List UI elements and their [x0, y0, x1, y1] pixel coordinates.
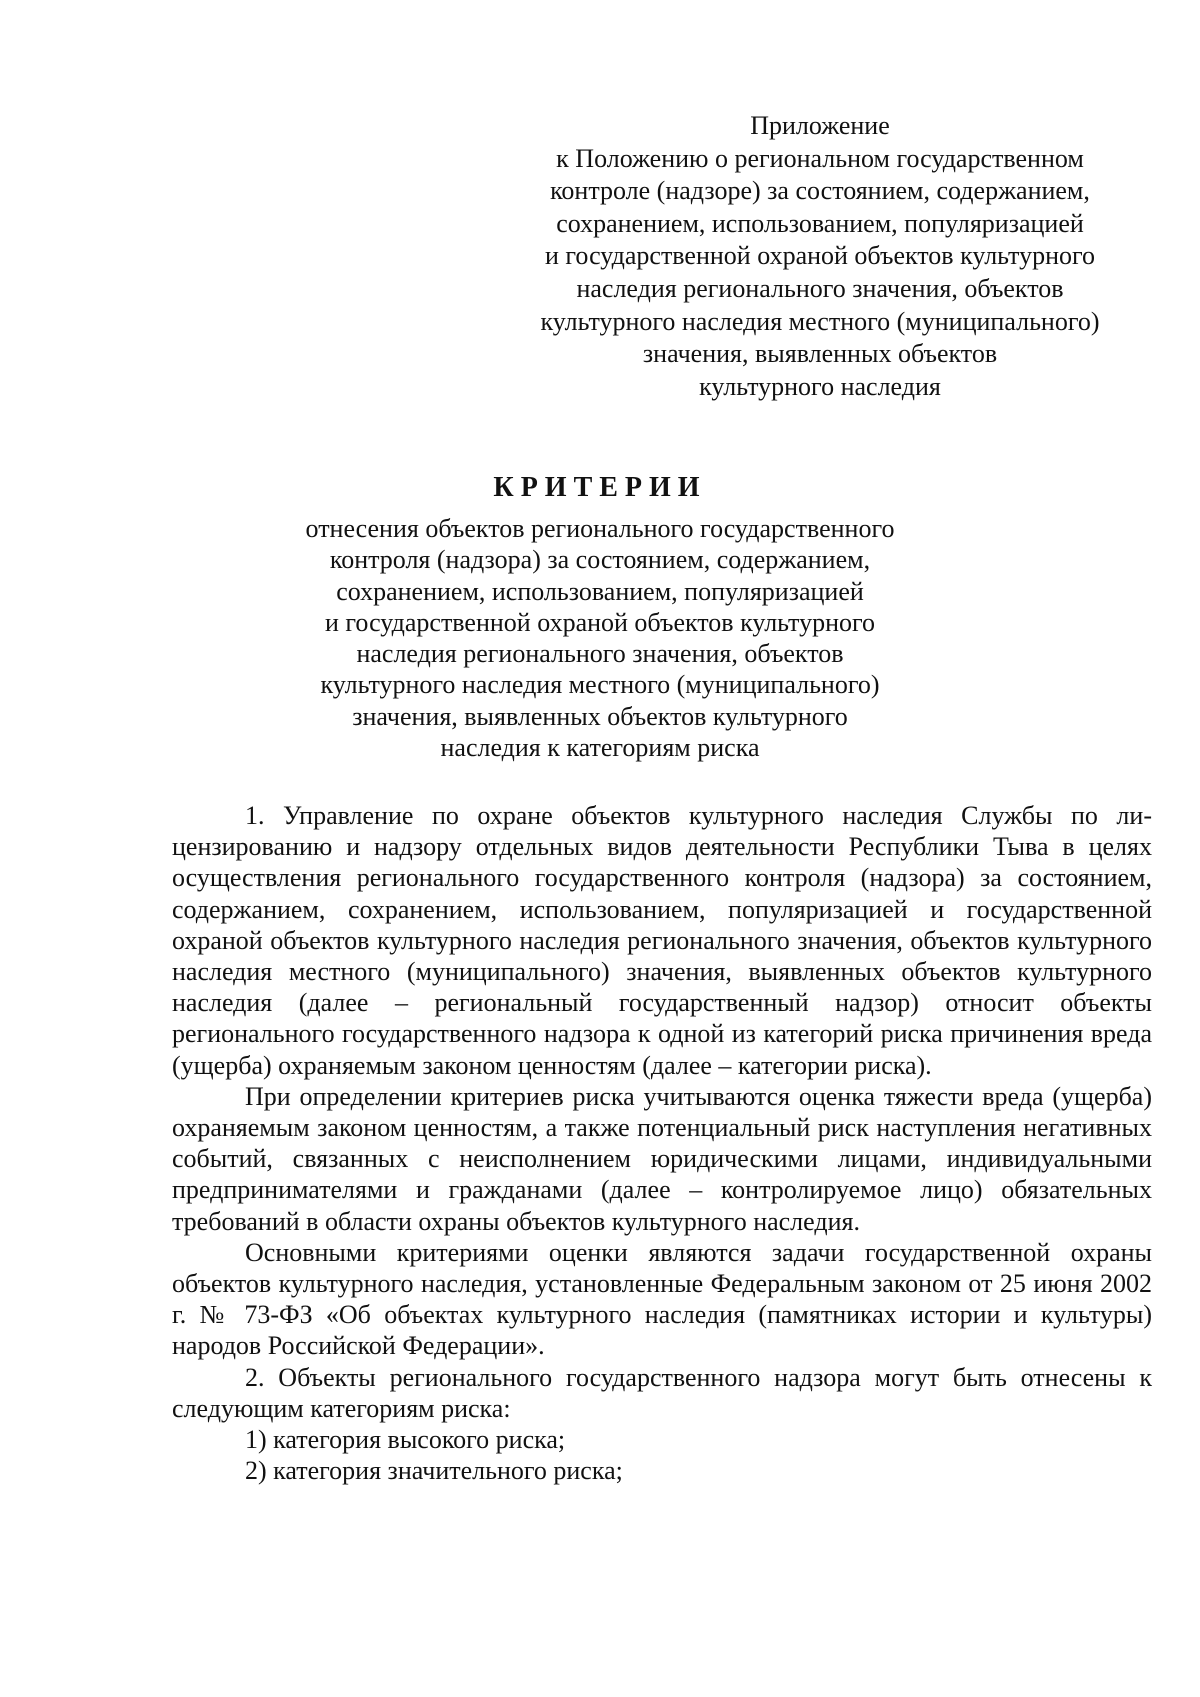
appendix-line: сохранением, использованием, популяризацией — [556, 208, 1084, 238]
appendix-line: значения, выявленных объектов — [642, 339, 998, 369]
appendix-line: к Положению о региональном государственном — [556, 143, 1084, 173]
subtitle-line: наследия регионального значения, объектов — [356, 639, 844, 669]
risk-category-item: 1) категория высокого риска; — [245, 1425, 566, 1455]
document-body — [172, 800, 1152, 1486]
body-paragraph: При определении критериев риска учитываются оценка тяжести вреда (ущерба) охраняемым законом ценностям, а также потенциальный риск наступления негативных событий, связанных с неисполнением юридическими лицами, индивидуальными предпринимателями и гражданами (далее – контролируемое лицо) обязательных требований в области охраны объектов культурного наследия. — [172, 1081, 1152, 1236]
subtitle-line: значения, выявленных объектов культурного — [352, 701, 848, 731]
subtitle-line: наследия к категориям риска — [440, 733, 760, 763]
appendix-line: культурного наследия — [699, 371, 941, 401]
subtitle-line: культурного наследия местного (муниципального) — [320, 670, 880, 700]
subtitle-line: отнесения объектов регионального государственного — [305, 514, 895, 543]
criteria-heading — [300, 471, 900, 763]
risk-category-item: 2) категория значительного риска; — [245, 1456, 623, 1486]
subtitle-line: и государственной охраной объектов культурного — [325, 607, 875, 637]
body-paragraph: 1. Управление по охране объектов культурного наследия Службы по лицензированию и надзору отдельных видов деятельности Республики Тыва в целях осуществления регионального государственного контроля (надзора) за состоянием, содержанием, сохранением, использованием, популяризацией и государственной охраной объектов культурного наследия регионального значения, объектов культурного наследия местного (муниципального) значения, выявленных объектов культурного наследия (далее – региональный государственный надзор) относит объекты регионального государственного надзора к одной из категорий риска причинения вреда (ущерба) охраняемым законом ценностям (далее – категории риска). — [172, 801, 1152, 1080]
body-paragraph: 2. Объекты регионального государственного надзора могут быть отнесены к следующим категориям риска: — [172, 1362, 1152, 1423]
appendix-line: контроле (надзоре) за состоянием, содержанием, — [550, 176, 1090, 206]
subtitle-line: контроля (надзора) за состоянием, содержанием, — [329, 545, 871, 575]
appendix-line: культурного наследия местного (муниципального) — [540, 306, 1100, 336]
appendix-line: наследия регионального значения, объектов — [576, 273, 1064, 303]
appendix-line: и государственной охраной объектов культурного — [545, 241, 1095, 271]
body-paragraph: Основными критериями оценки являются задачи государственной охраны объектов культурного наследия, установленные Федеральным законом от 25 июня 2002 г. № 73-ФЗ «Об объектах культурного наследия (памятниках истории и культуры) народов Российской Федерации». — [172, 1237, 1152, 1361]
subtitle-line: сохранением, использованием, популяризацией — [336, 576, 864, 606]
document-title: КРИТЕРИИ — [493, 472, 707, 503]
appendix-header — [520, 110, 1120, 403]
appendix-line: Приложение — [750, 111, 890, 140]
